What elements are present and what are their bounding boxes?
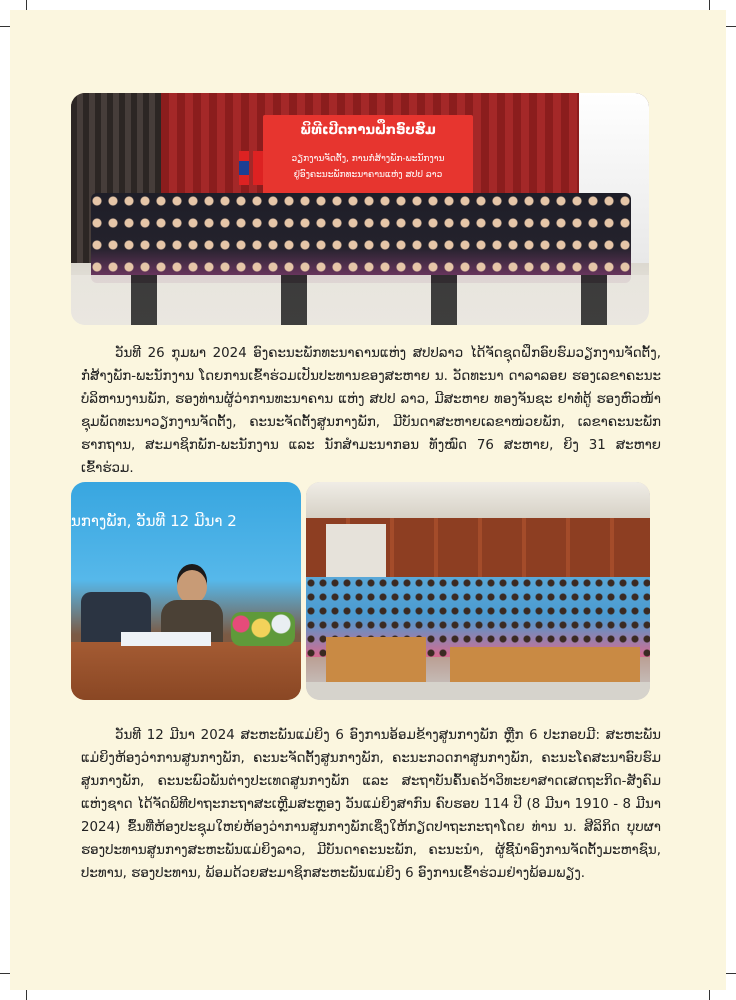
projection-screen-text: ນກາງພັກ, ວັນທີ 12 ມີນາ 2	[71, 512, 237, 530]
national-flag-icon	[239, 151, 249, 185]
party-flag-icon	[253, 151, 263, 185]
paragraph-training-event: ວັນທີ 26 ກຸມພາ 2024 ອົງຄະນະພັກທະນາຄານແຫ່ງ ສປປລາວ ໄດ້ຈັດຊຸດຝຶກອົບຮົມວຽກງານຈັດຕັ້ງ, ກໍ່ສ້າງພັກ-ພະນັກງານ ໂດຍການເຂົ້າຮ່ວມເປັນປະທານຂອງສະຫາຍ ນ. ວັດທະນາ ດາລາລອຍ ຮອງເລຂາຄະນະບໍລິຫານງານພັກ, ຮອງທ່ານຜູ້ວ່າການທະນາຄານ ແຫ່ງ ສປປ ລາວ, ມີສະຫາຍ ທອງຈັນຊະ ຢາທໍ່ຕູ້ ຮອງຫົວໜ້າຊຸມພັດທະນາວຽກງານຈັດຕັ້ງ, ຄະນະຈັດຕັ້ງສູນກາງພັກ, ມີບັນດາສະຫາຍເລຂາໜ່ວຍພັກ, ເລຂາຄະນະພັກຮາກຖານ, ສະມາຊິກພັກ-ພະນັກງານ ແລະ ນັກສຳມະນາກອນ ທັງໝົດ 76 ສະຫາຍ, ຍິງ 31 ສະຫາຍ ເຂົ້າຮ່ວມ.	[81, 346, 661, 476]
front-desk-left	[326, 637, 426, 685]
event-banner	[263, 115, 473, 203]
paragraph-womens-day-event: ວັນທີ 12 ມີນາ 2024 ສະຫະພັນແມ່ຍິງ 6 ອົງການອ້ອມຂ້າງສູນກາງພັກ ຫຼືກ 6 ປະກອບມີ: ສະຫະພັນແມ່ຍິງຫ້ອງວ່າການສູນກາງພັກ, ຄະນະຈັດຕັ້ງສູນກາງພັກ, ຄະນະກວດກາສູນກາງພັກ, ຄະນະໂຄສະນາອົບຮົມສູນກາງພັກ, ຄະນະພົວພັນຕ່າງປະເທດສູນກາງພັກ ແລະ ສະຖາບັນຄົ້ນຄວ້າວິທະຍາສາດເສດຖະກິດ-ສັງຄົມແຫ່ງຊາດ ໄດ້ຈັດພິທີປາຖະກະຖາສະເຫຼີມສະຫຼອງ ວັນແມ່ຍິງສາກົນ ຄົບຮອບ 114 ປີ (8 ມີນາ 1910 - 8 ມີນາ 2024) ຂຶ້ນທີ່ຫ້ອງປະຊຸມໃຫຍ່ຫ້ອງວ່າການສູນກາງພັກເຊິ່ງໃຫ້ກຽດປາຖະກະຖາໂດຍ ທ່ານ ນ. ສີລິກິດ ບຸບຜາ ຮອງປະທານສູນກາງສະຫະພັນແມ່ຍິງລາວ, ມີບັນດາຄະນະພັກ, ຄະນະນຳ, ຜູ້ຊີ້ນຳອົງການຈັດຕັ້ງມະຫາຊົນ, ປະທານ, ຮອງປະທານ, ພ້ອມດ້ວຍສະມາຊິກສະຫະພັນແມ່ຍິງ 6 ອົງການເຂົ້າຮ່ວມຢ່າງພ້ອມພຽງ.	[81, 728, 661, 881]
conference-desks	[71, 275, 649, 325]
banner-line-2: ວຽກງານຈັດຕັ້ງ, ການກໍ່ສ້າງພັກ-ພະນັກງານ	[291, 154, 445, 164]
front-desk-right	[450, 647, 640, 687]
document-page	[10, 10, 726, 990]
speaker-desk	[71, 642, 301, 700]
group-photo	[71, 93, 649, 325]
auditorium-photo	[306, 482, 650, 700]
speaker-photo	[71, 482, 301, 700]
banner-title: ພິທີເປີດການຝຶກອົບຮົມ	[300, 123, 436, 138]
nameplate	[121, 632, 211, 646]
banner-line-3: ຢູ່ອົງຄະນະພັກທະນາຄານແຫ່ງ ສປປ ລາວ	[293, 170, 443, 180]
flower-bouquet	[231, 612, 295, 646]
group-of-people	[91, 193, 631, 283]
speaker-head	[177, 570, 207, 604]
auditorium-floor	[306, 682, 650, 700]
auditorium-ceiling	[306, 482, 650, 518]
